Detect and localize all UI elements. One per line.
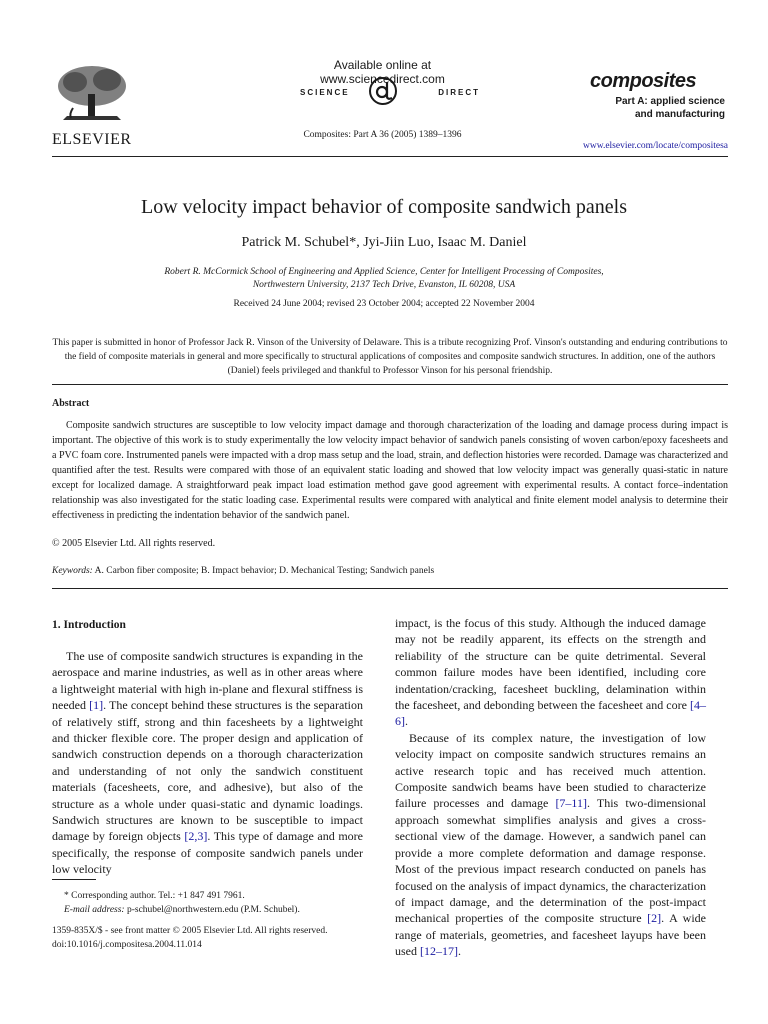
sciencedirect-at-icon <box>368 74 398 106</box>
header-divider <box>52 156 728 157</box>
issn-doi-block <box>52 924 372 952</box>
text-run: . <box>405 714 408 729</box>
elsevier-tree-icon <box>55 64 129 124</box>
section-heading-introduction: 1. Introduction <box>52 619 126 631</box>
text-run: Because of its complex nature, the investigation of low velocity impact on composite sandwich structures remains an active research topic and has received much attention. Composite sandwich beams have been studied to characterize failure processes and damage <box>395 730 706 811</box>
intro-paragraph-2 <box>395 730 706 960</box>
citation-link[interactable]: [12–17] <box>420 944 458 959</box>
publisher-name: ELSEVIER <box>52 131 132 148</box>
received-dates: Received 24 June 2004; revised 23 October 2004; accepted 22 November 2004 <box>233 299 535 309</box>
sciencedirect-logo <box>300 76 480 110</box>
abstract-bottom-divider <box>52 588 728 589</box>
composites-brand-sub <box>590 95 725 121</box>
email-label: E-mail address: <box>64 905 125 915</box>
elsevier-logo <box>52 64 132 149</box>
citation-link[interactable]: [1] <box>89 698 104 713</box>
composites-brand-word: composites <box>590 70 697 92</box>
footnote-corresponding <box>52 889 372 917</box>
citation-link[interactable]: [7–11] <box>555 796 587 811</box>
abstract-body: Composite sandwich structures are susceptible to low velocity impact damage and thorough characterization of the loading and damage process during impact is important. The objective of this work is to study experimentally the low velocity impact behavior of sandwich panels consisting of woven carbon/epoxy facesheets and a PVC foam core. Instrumented panels were impacted with a drop mass setup and the load, strain, and deflection histories were recorded. Damage was characterized and quantified after the test. Results were compared with those of an equivalent static loading and showed that low velocity impact was generally quasi-static in nature except for localized damage. A straightforward peak impact load estimation method gave good agreement with experimental results. A contact force–indentation relationship was also investigated for the static loading case. Experimental results were compared with analytical and finite element model analysis to determine their effectiveness in predicting the indentation behavior of the sandwich panel. <box>52 420 728 521</box>
affiliation-line2: Northwestern University, 2137 Tech Drive, Evanston, IL 60208, USA <box>252 280 516 290</box>
keywords-line <box>52 566 434 576</box>
citation-link[interactable]: [2,3] <box>184 829 208 844</box>
abstract-copyright: © 2005 Elsevier Ltd. All rights reserved. <box>52 538 216 549</box>
citation-link[interactable]: [4–6] <box>395 698 706 729</box>
keywords-text: A. Carbon fiber composite; B. Impact behavior; D. Mechanical Testing; Sandwich panels <box>94 566 435 576</box>
available-online-text: Available online at www.sciencedirect.com <box>320 58 445 86</box>
issn-line: 1359-835X/$ - see front matter © 2005 Elsevier Ltd. All rights reserved. <box>52 926 328 936</box>
intro-paragraph-1 <box>52 648 363 878</box>
text-run: . The concept behind these structures is the separation of relatively stiff, strong and thin facesheets by a lightweight and thicker flexible core. The proper design and application of sandwich construction depends on a thorough characterization and understanding of not only the sandwich constituent materials (facesheets, core, and adhesive), but also of the structure as a whole under quasi-static and dynamic loadings. Sandwich structures are known to be susceptible to impact damage by foreign objects <box>52 698 363 844</box>
left-column <box>52 648 363 878</box>
honor-note: This paper is submitted in honor of Professor Jack R. Vinson of the University of Delaware. This is a tribute recognizing Prof. Vinson's outstanding and enduring contributions to the field of composite materials in general and more specifically to structural applications of composites and composite sandwich structures. In addition, one of the authors (Daniel) feels privileged and thankful to Professor Vinson for his personal friendship. <box>52 338 728 376</box>
article-title: Low velocity impact behavior of composite sandwich panels <box>141 196 627 218</box>
article-authors: Patrick M. Schubel*, Jyi-Jiin Luo, Isaac M. Daniel <box>241 235 527 250</box>
journal-url-link[interactable]: www.elsevier.com/locate/compositesa <box>582 141 728 151</box>
doi-line: doi:10.1016/j.compositesa.2004.11.014 <box>52 940 202 950</box>
sd-left-text: SCIENCE <box>300 88 350 97</box>
text-run: . A wide range of materials, geometries, and facesheet layups have been used <box>395 911 706 959</box>
citation-link[interactable]: [2] <box>647 911 662 926</box>
affiliation <box>90 266 678 292</box>
text-run: impact, is the focus of this study. Although the induced damage may not be readily apparent, its effects on the strength and reliability of the structure can be quite detrimental. Several common failure modes have been identified, including core indentation/cracking, facesheet buckling, delamination within the facesheet, and debonding between the facesheet and core <box>395 616 706 713</box>
brand-sub-line1: Part A: applied science <box>615 96 725 107</box>
email-address[interactable]: p-schubel@northwestern.edu (P.M. Schubel). <box>126 905 300 915</box>
intro-paragraph-cont <box>395 615 706 730</box>
abstract-top-divider <box>52 384 728 385</box>
sd-right-text: DIRECT <box>438 88 480 97</box>
composites-journal-logo <box>590 70 725 121</box>
email-line <box>52 903 372 917</box>
corresponding-author: * Corresponding author. Tel.: +1 847 491 7961. <box>64 891 245 901</box>
abstract-heading: Abstract <box>52 398 90 409</box>
text-run: . This type of damage and more specifically, the response of composite sandwich panels under low velocity <box>52 829 363 877</box>
text-run: . This two-dimensional approach somewhat simplifies analysis and gives a cross-sectional view of the damage. However, a sandwich panel can provide a more complete deformation and damage response. Most of the previous impact research conducted on panels has focused on the analysis of impact dynamics, the characterization of impact damage, and the determination of the post-impact mechanical properties of the composite structure <box>395 796 707 926</box>
text-run: . <box>458 944 461 959</box>
footnote-divider <box>52 879 96 880</box>
brand-sub-line2: and manufacturing <box>634 109 725 120</box>
right-column <box>395 615 706 960</box>
journal-reference: Composites: Part A 36 (2005) 1389–1396 <box>303 130 462 140</box>
text-run: The use of composite sandwich structures is expanding in the aerospace and marine industries, as well as in other areas where a lightweight material with high in-plane and flexural stiffness is needed <box>52 649 363 713</box>
affiliation-line1: Robert R. McCormick School of Engineering and Applied Science, Center for Intelligent Processing of Composites, <box>164 267 604 277</box>
keywords-label: Keywords: <box>52 566 93 576</box>
